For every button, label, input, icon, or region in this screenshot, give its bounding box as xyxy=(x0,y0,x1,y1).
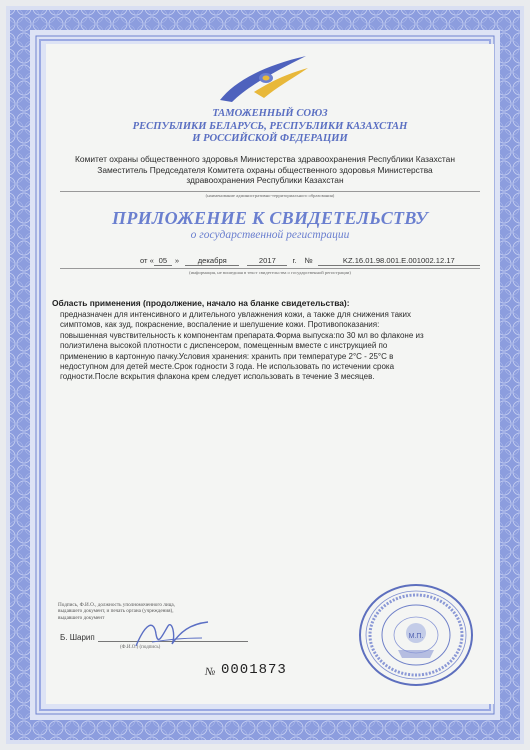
certificate-number-label: № xyxy=(304,256,313,265)
seal-center-text: М.П. xyxy=(408,633,424,640)
page-title: ПРИЛОЖЕНИЕ К СВИДЕТЕЛЬСТВУ xyxy=(112,208,428,228)
signature-caption-line: выдавшего документ xyxy=(58,614,105,621)
organization-line-2: Заместитель Председателя Комитета охраны общественного здоровья Министерства xyxy=(97,164,433,175)
signer-name: Б. Шарип xyxy=(60,633,95,642)
scope-line: применению в картонную пачку.Условия хранения: хранить при температуре 2°С - 25°С в xyxy=(60,351,394,361)
organization-line-1: Комитет охраны общественного здоровья Министерства здравоохранения Республики Казахстан xyxy=(75,154,455,164)
form-number-label: № xyxy=(205,666,216,678)
union-line-2: РЕСПУБЛИКИ БЕЛАРУСЬ, РЕСПУБЛИКИ КАЗАХСТАН xyxy=(132,120,408,132)
organization-caption: (наименование административно-территориального образования) xyxy=(60,191,480,198)
page-subtitle: о государственной регистрации xyxy=(190,229,350,241)
date-year: 2017 xyxy=(247,256,287,266)
union-line-1: ТАМОЖЕННЫЙ СОЮЗ xyxy=(212,108,328,119)
scope-line: годности.После вскрытия флакона крем следует использовать в течение 3 месяцев. xyxy=(60,372,375,382)
scope-line: недоступном для детей месте.Срок годности 3 года. Не использовать по истечении срока xyxy=(60,362,395,372)
signature-line-caption: (Ф.И.О.) (подпись) xyxy=(120,645,161,650)
scope-heading: Область применения (продолжение, начало на бланке свидетельства): xyxy=(52,298,350,308)
date-number-line xyxy=(140,256,480,266)
scope-text xyxy=(60,310,476,383)
customs-union-title xyxy=(60,108,480,146)
issuing-organization xyxy=(44,154,486,186)
date-month: декабря xyxy=(185,256,239,266)
handwritten-signature-icon xyxy=(132,616,212,652)
date-caption: (информация, не вошедшая в текст свидетельства о государственной регистрации) xyxy=(60,268,480,275)
scope-line: предназначен для интенсивного и длительного увлажнения кожи, а также для снижения таких xyxy=(60,310,411,319)
scope-line: симптомов, как зуд, покраснение, воспаление и шелушение кожи. Противопоказания: xyxy=(60,320,380,330)
date-close-quote: » xyxy=(174,256,180,265)
scope-line: полиэтилена высокой плотности с диспенсером, помещенным вместе с инструкцией по xyxy=(60,341,388,351)
signature-caption-line: выдавшего документ, и печать органа (учреждения), xyxy=(58,608,174,615)
date-year-suffix: г. xyxy=(292,256,297,265)
customs-union-logo-icon xyxy=(214,52,312,104)
form-number: 0001873 xyxy=(221,662,287,678)
official-seal-icon xyxy=(354,580,478,690)
signature-caption-line: Подпись, Ф.И.О., должность уполномоченного лица, xyxy=(58,602,175,608)
organization-line-3: здравоохранения Республики Казахстан xyxy=(186,175,344,186)
certificate-number: KZ.16.01.98.001.Е.001002.12.17 xyxy=(318,256,480,266)
scope-line: повышенная чувствительность к компонентам препарата.Форма выпуска:по 30 мл во флаконе из xyxy=(60,330,424,340)
union-line-3: И РОССИЙСКОЙ ФЕДЕРАЦИИ xyxy=(192,133,348,144)
date-day: 05 xyxy=(154,256,172,266)
date-prefix: от « xyxy=(140,256,154,265)
